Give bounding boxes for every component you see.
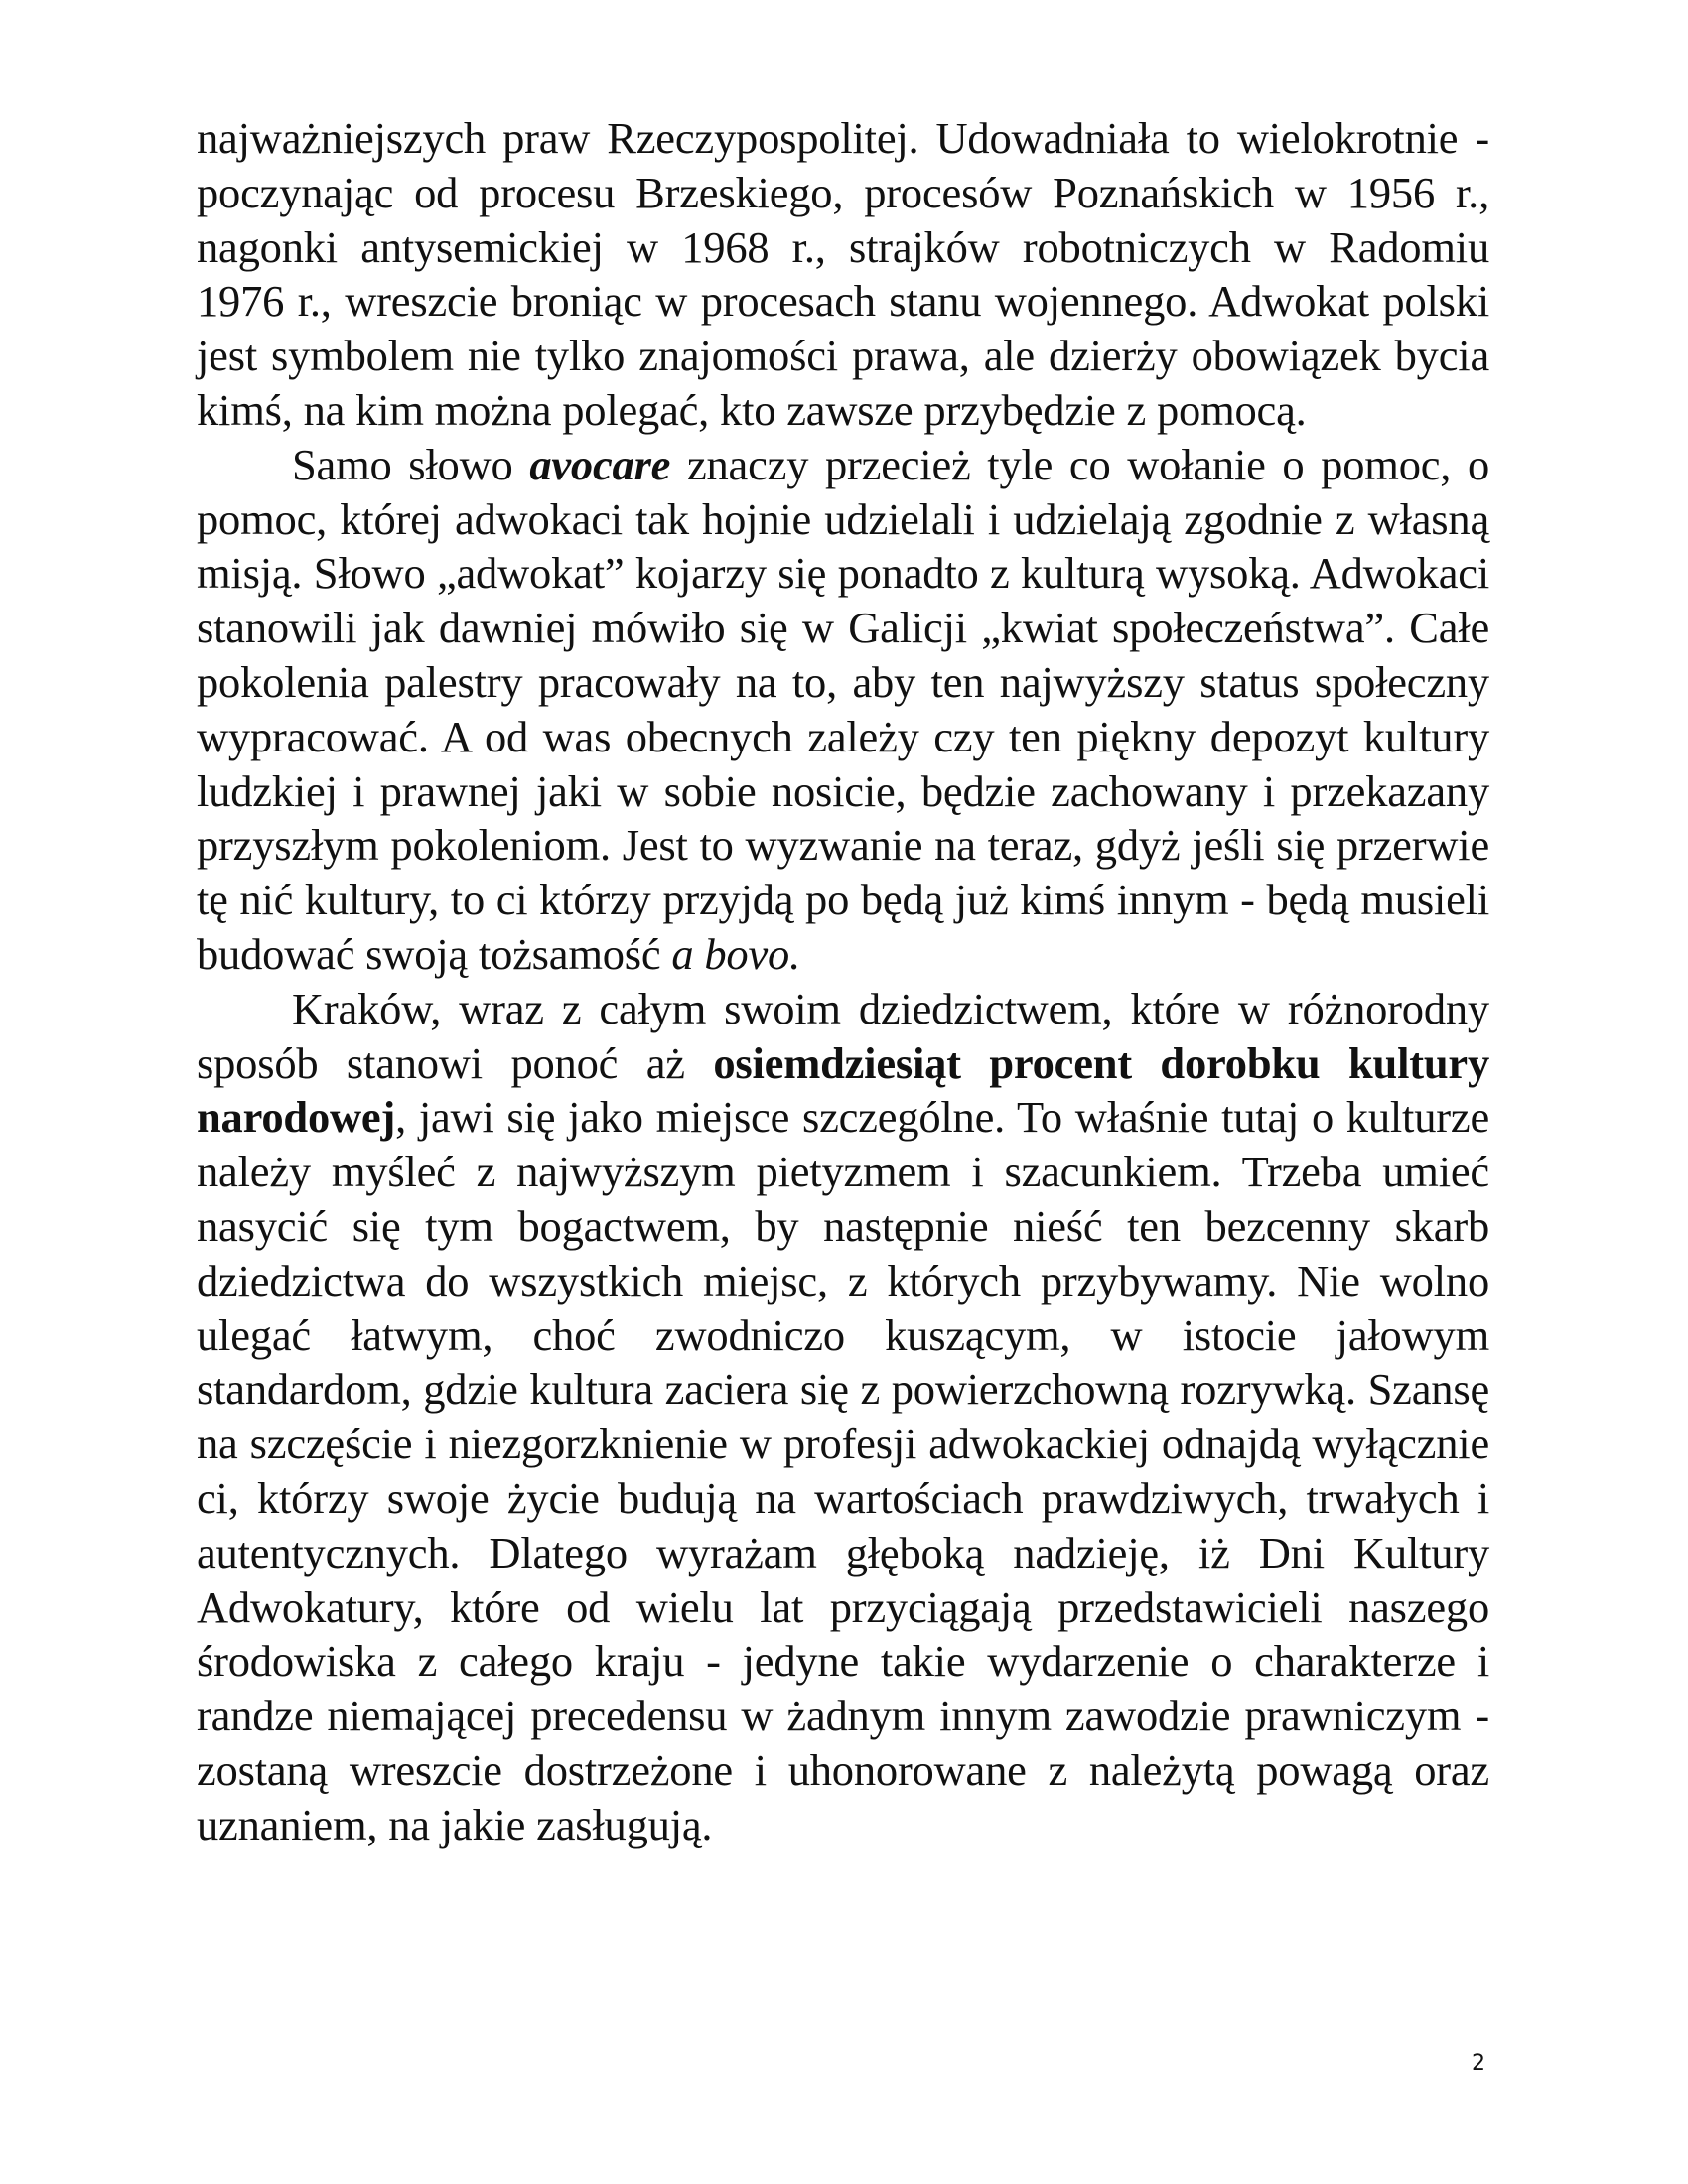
page-number: 2 [1472,2051,1485,2076]
paragraph-2-text-a: Samo słowo [292,439,530,489]
body-text [197,111,1489,1852]
emphasis-eighty-percent: osiemdziesiąt procent dorobku kultury narodowej [197,1037,1489,1143]
paragraph-2 [197,438,1489,982]
paragraph-2-text-b: znaczy przecież tyle co wołanie o pomoc, o pomoc, której adwokaci tak hojnie udzielali i udzielają zgodnie z własną misją. Słowo „adwokat” kojarzy się ponadto z kulturą wysoką. Adwokaci stanowili jak dawniej mówiło się w Galicji „kwiat społeczeństwa”. Całe pokolenia palestry pracowały na to, aby ten najwyższy status społeczny wypracować. A od was obecnych zależy czy ten piękny depozyt kultury ludzkiej i prawnej jaki w sobie nosicie, będzie zachowany i przekazany przyszłym pokoleniom. Jest to wyzwanie na teraz, gdyż jeśli się przerwie tę nić kultury, to ci którzy przyjdą po będą już kimś innym - będą musieli budować swoją tożsamość [197,439,1489,979]
paragraph-3-text-b: , jawi się jako miejsce szczególne. To właśnie tutaj o kulturze należy myśleć z najwyższym pietyzmem i szacunkiem. Trzeba umieć nasycić się tym bogactwem, by następnie nieść ten bezcenny skarb dziedzictwa do wszystkich miejsc, z których przybywamy. Nie wolno ulegać łatwym, choć zwodniczo kuszącym, w istocie jałowym standardom, gdzie kultura zaciera się z powierzchowną rozrywką. Szansę na szczęście i niezgorzknienie w profesji adwokackiej odnajdą wyłącznie ci, którzy swoje życie budują na wartościach prawdziwych, trwałych i autentycznych. Dlatego wyrażam głęboką nadzieję, iż Dni Kultury Adwokatury, które od wielu lat przyciągają przedstawicieli naszego środowiska z całego kraju - jedyne takie wydarzenie o charakterze i randze niemającej precedensu w żadnym innym zawodzie prawniczym - zostaną wreszcie dostrzeżone i uhonorowane z należytą powagą oraz uznaniem, na jakie zasługują. [197,1092,1489,1849]
paragraph-1 [197,111,1489,438]
paragraph-3 [197,982,1489,1852]
paragraph-1-text: najważniejszych praw Rzeczypospolitej. Udowadniała to wielokrotnie - poczynając od procesu Brzeskiego, procesów Poznańskich w 1956 r., nagonki antysemickiej w 1968 r., strajków robotniczych w Radomiu 1976 r., wreszcie broniąc w procesach stanu wojennego. Adwokat polski jest symbolem nie tylko znajomości prawa, ale dzierży obowiązek bycia kimś, na kim można polegać, kto zawsze przybędzie z pomocą. [197,113,1489,435]
emphasis-a-bovo: a bovo. [671,928,801,979]
emphasis-avocare: avocare [529,439,671,489]
paragraph-3-text-a: Kraków, wraz z całym swoim dziedzictwem, które w różnorodny sposób stanowi ponoć aż [197,983,1489,1088]
